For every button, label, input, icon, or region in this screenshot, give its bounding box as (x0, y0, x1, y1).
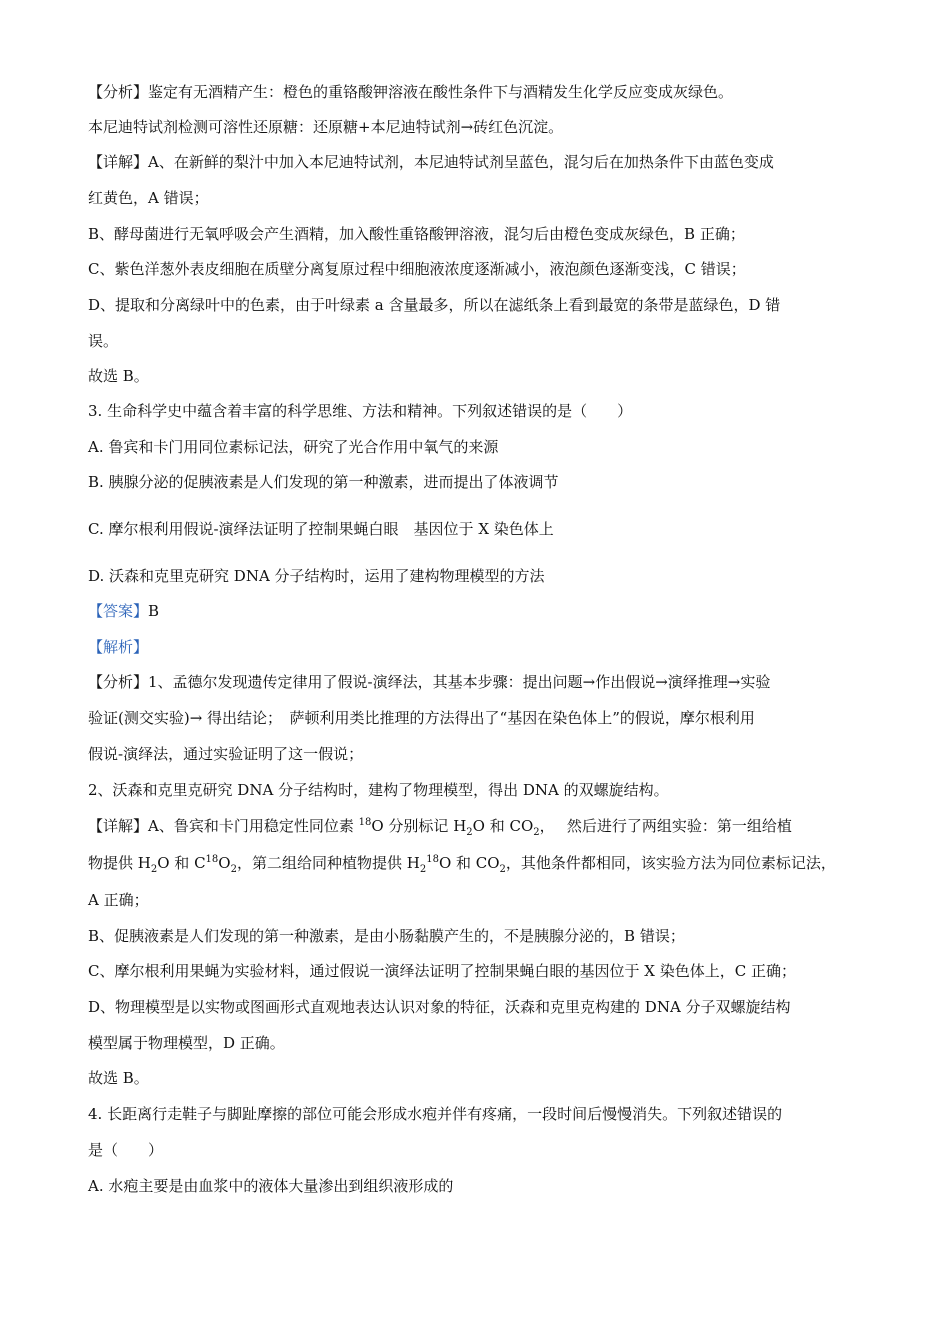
q3-analysis-1: 【分析】1、孟德尔发现遗传定律用了假说-演绎法，其基本步骤：提出问题→作出假说→演绎推理→实验 (88, 673, 771, 691)
answer-tag: 【答案】 (88, 602, 149, 620)
q3-option-d: D. 沃森和克里克研究 DNA 分子结构时，运用了建构物理模型的方法 (88, 567, 545, 585)
q3-option-a: A. 鲁宾和卡门用同位素标记法，研究了光合作用中氧气的来源 (88, 438, 499, 456)
q2-detail-line: 【详解】A、在新鲜的梨汁中加入本尼迪特试剂，本尼迪特试剂呈蓝色，混匀后在加热条件下由蓝色变成 (88, 153, 774, 171)
q2-detail-a-cont: 红黄色，A 错误； (88, 189, 209, 207)
q2-analysis-line-2: 本尼迪特试剂检测可溶性还原糖：还原糖+本尼迪特试剂→砖红色沉淀。 (88, 118, 564, 136)
analysis-tag: 【分析】 (88, 673, 149, 691)
q3-detail-a-line1: 【详解】A、鲁宾和卡门用稳定性同位素 $^{18}$O 分别标记 $H_2O$ 和 $CO_2$， 然后进行了两组实验：第一组给植 (88, 817, 792, 838)
q2-detail-d: D、提取和分离绿叶中的色素，由于叶绿素 a 含量最多，所以在滤纸条上看到最宽的条带是蓝绿色，D 错 (88, 296, 781, 314)
q3-conclusion: 故选 B。 (88, 1069, 149, 1087)
q3-detail-d-cont: 模型属于物理模型，D 正确。 (88, 1034, 285, 1052)
analysis-tag: 【分析】 (88, 83, 149, 101)
q3-detail-d: D、物理模型是以实物或图画形式直观地表达认识对象的特征，沃森和克里克构建的 DNA 分子双螺旋结构 (88, 998, 791, 1016)
detail-tag: 【详解】 (88, 817, 149, 835)
q3-analysis-2: 2、沃森和克里克研究 DNA 分子结构时，建构了物理模型，得出 DNA 的双螺旋结构。 (88, 781, 669, 799)
q3-detail-a-line2: 物提供 $H_2O$ 和 $C^{18}O_2$，第二组给同种植物提供 $H_2^{18}O$ 和 $CO_2$，其他条件都相同，该实验方法为同位素标记法， (88, 854, 836, 875)
q3-stem: 3. 生命科学史中蕴含着丰富的科学思维、方法和精神。下列叙述错误的是（ ） (88, 402, 633, 420)
q3-detail-c: C、摩尔根利用果蝇为实验材料，通过假说一演绎法证明了控制果蝇白眼的基因位于 X 染色体上，C 正确； (88, 962, 796, 980)
q4-stem: 4. 长距离行走鞋子与脚趾摩擦的部位可能会形成水疱并伴有疼痛，一段时间后慢慢消失。下列叙述错误的 (88, 1105, 783, 1123)
q2-conclusion: 故选 B。 (88, 367, 149, 385)
q3-explanation-tag: 【解析】 (88, 638, 149, 656)
q3-analysis-1-cont: 验证(测交实验)→ 得出结论； 萨顿利用类比推理的方法得出了“基因在染色体上”的假说，摩尔根利用 (88, 709, 755, 727)
q3-answer (88, 601, 159, 621)
q3-detail-a-line3: A 正确； (88, 891, 149, 909)
q2-detail-b: B、酵母菌进行无氧呼吸会产生酒精，加入酸性重铬酸钾溶液，混匀后由橙色变成灰绿色，B 正确； (88, 225, 745, 243)
q3-option-b: B. 胰腺分泌的促胰液素是人们发现的第一种激素，进而提出了体液调节 (88, 473, 559, 491)
q3-detail-b: B、促胰液素是人们发现的第一种激素，是由小肠黏膜产生的，不是胰腺分泌的，B 错误； (88, 927, 685, 945)
q3-analysis-1-end: 假说-演绎法，通过实验证明了这一假说； (88, 745, 364, 763)
q4-option-a: A. 水疱主要是由血浆中的液体大量渗出到组织液形成的 (88, 1177, 454, 1195)
q2-detail-d-cont: 误。 (88, 332, 119, 350)
q2-analysis-line: 【分析】鉴定有无酒精产生：橙色的重铬酸钾溶液在酸性条件下与酒精发生化学反应变成灰绿色。 (88, 83, 734, 101)
answer-value: B (148, 602, 160, 620)
q3-option-c: C. 摩尔根利用假说-演绎法证明了控制果蝇白眼 基因位于 X 染色体上 (88, 520, 554, 538)
q4-stem-cont: 是（ ） (88, 1141, 164, 1159)
q2-detail-c: C、紫色洋葱外表皮细胞在质壁分离复原过程中细胞液浓度逐渐减小，液泡颜色逐渐变浅，C 错误； (88, 260, 746, 278)
detail-tag: 【详解】 (88, 153, 149, 171)
